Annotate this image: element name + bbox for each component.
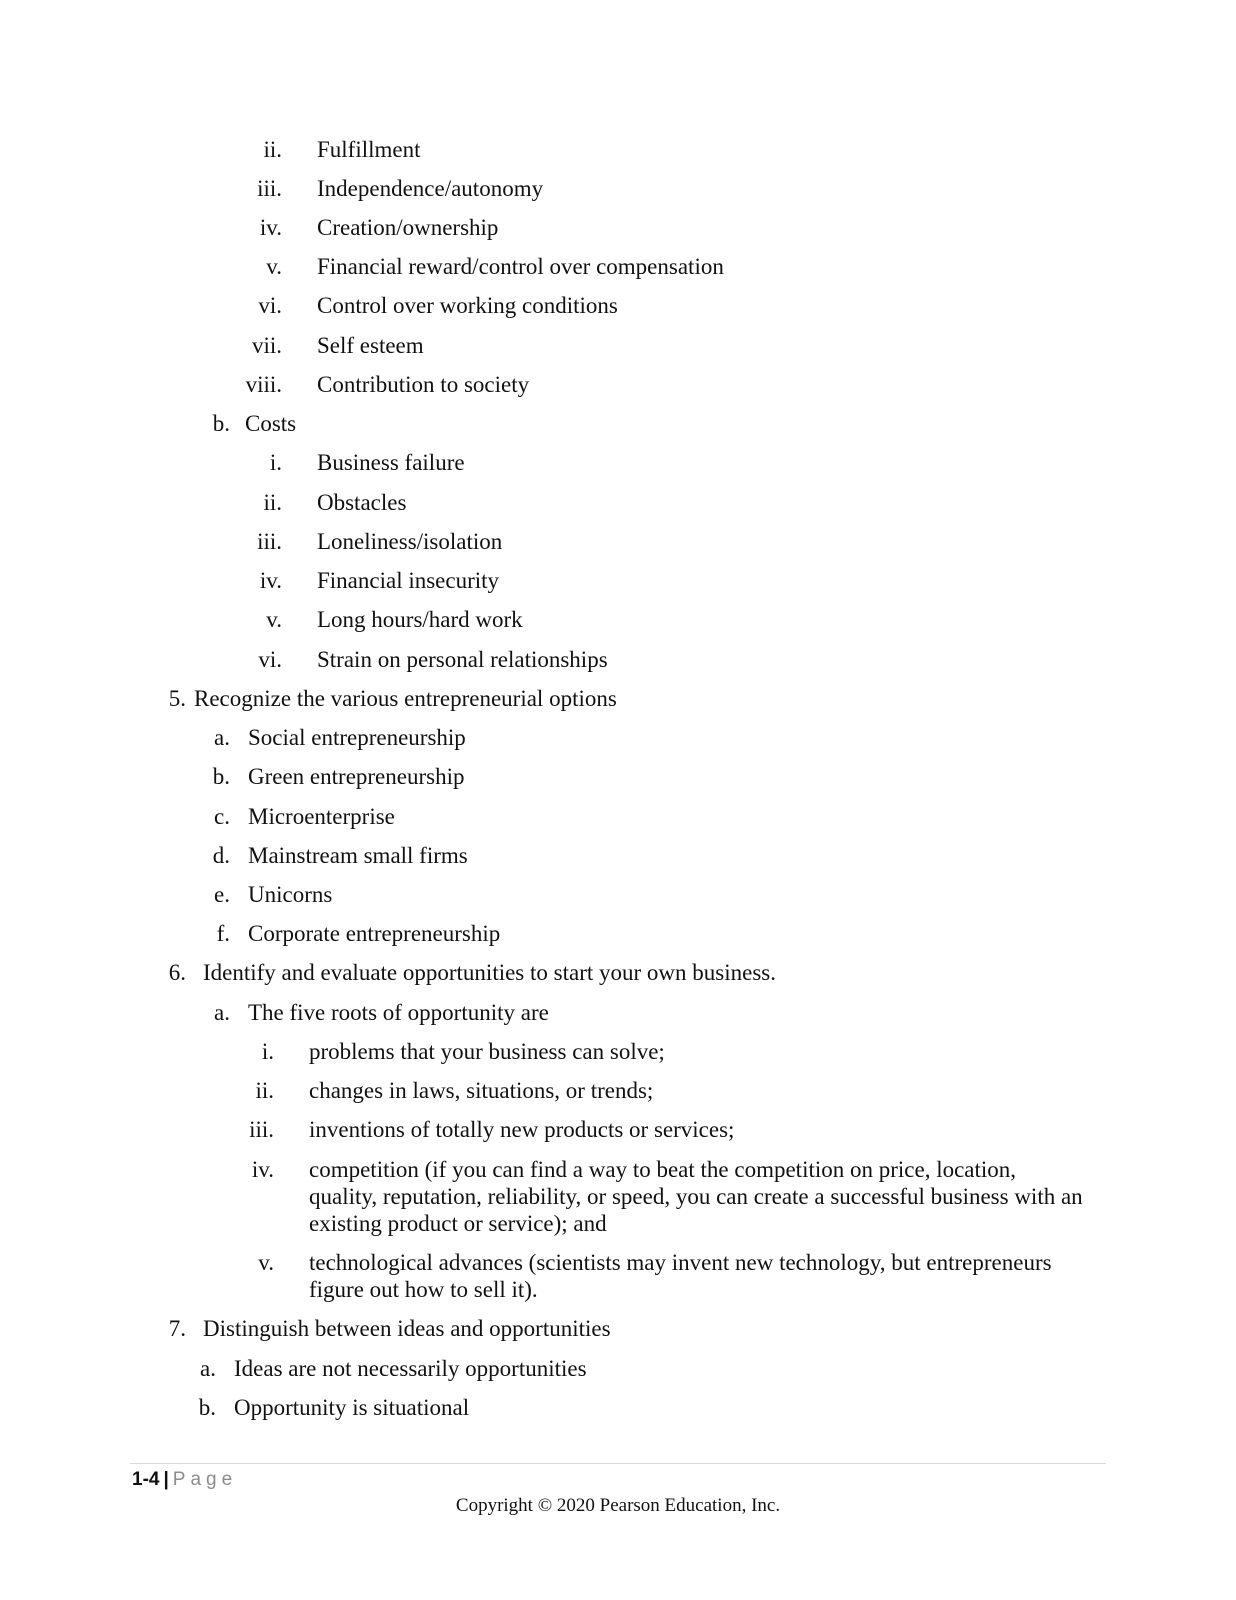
list-item-text: The five roots of opportunity are xyxy=(248,1000,549,1025)
list-item-text: Recognize the various entrepreneurial options xyxy=(194,686,617,711)
list-marker: b. xyxy=(212,764,230,789)
list-marker: v. xyxy=(266,607,282,632)
list-item-text: Unicorns xyxy=(248,882,333,907)
list-marker: f. xyxy=(216,921,230,946)
page-label: Page xyxy=(172,1469,238,1490)
list-item-text: Identify and evaluate opportunities to start your own business. xyxy=(203,960,776,985)
list-marker: iii. xyxy=(257,529,282,554)
list-item-text: Creation/ownership xyxy=(317,215,499,240)
list-marker: iv. xyxy=(251,1157,274,1182)
list-marker: 7. xyxy=(168,1316,186,1341)
list-item-text: Costs xyxy=(245,411,297,436)
list-marker: a. xyxy=(214,725,230,750)
list-item-text: Contribution to society xyxy=(317,372,530,397)
list-marker: iv. xyxy=(259,568,282,593)
list-item-text: Independence/autonomy xyxy=(317,176,544,201)
list-item-text: inventions of totally new products or services; xyxy=(309,1117,735,1142)
list-item-text: Green entrepreneurship xyxy=(248,764,465,789)
list-marker: e. xyxy=(214,882,230,907)
list-marker: d. xyxy=(212,843,230,868)
list-item-text: Self esteem xyxy=(317,333,424,358)
list-marker: viii. xyxy=(245,372,282,397)
list-item-text: Business failure xyxy=(317,450,465,475)
list-marker: iii. xyxy=(249,1117,274,1142)
list-item-text: competition (if you can find a way to beat the competition on price, location, quality, reputation, reliability, or speed, you can create a successful business with an existing product or service); and xyxy=(309,1157,1083,1236)
list-item-text: technological advances (scientists may invent new technology, but entrepreneurs figure out how to sell it). xyxy=(309,1250,1052,1302)
list-marker: a. xyxy=(200,1356,216,1381)
page-number xyxy=(132,1468,237,1492)
list-item-text: Corporate entrepreneurship xyxy=(248,921,501,946)
list-marker: vii. xyxy=(251,333,282,358)
list-marker: iv. xyxy=(259,215,282,240)
list-item-text: Loneliness/isolation xyxy=(317,529,503,554)
list-item-text: Long hours/hard work xyxy=(317,607,523,632)
list-item-text: problems that your business can solve; xyxy=(309,1039,665,1064)
list-item-text: Financial reward/control over compensation xyxy=(317,254,724,279)
list-marker: ii. xyxy=(255,1078,274,1103)
list-marker: vi. xyxy=(258,647,282,672)
list-item-text: Fulfillment xyxy=(317,137,421,162)
list-item-text: Microenterprise xyxy=(248,804,395,829)
list-marker: i. xyxy=(269,450,282,475)
footer-divider xyxy=(130,1463,1106,1464)
list-item-text: Social entrepreneurship xyxy=(248,725,466,750)
list-item-text: Distinguish between ideas and opportunities xyxy=(203,1316,611,1341)
list-item-text: Financial insecurity xyxy=(317,568,500,593)
list-marker: b. xyxy=(198,1395,216,1420)
list-marker: iii. xyxy=(257,176,282,201)
copyright-notice: Copyright © 2020 Pearson Education, Inc. xyxy=(455,1495,781,1516)
list-item-text: Strain on personal relationships xyxy=(317,647,608,672)
list-marker: c. xyxy=(214,804,230,829)
page-number-separator: | xyxy=(163,1469,169,1490)
list-marker: v. xyxy=(266,254,282,279)
list-marker: b. xyxy=(212,411,230,436)
list-marker: v. xyxy=(258,1250,274,1275)
list-marker: 5. xyxy=(168,686,186,711)
list-item-text: Opportunity is situational xyxy=(234,1395,470,1420)
list-marker: i. xyxy=(261,1039,274,1064)
list-marker: ii. xyxy=(263,490,282,515)
list-item-text: Ideas are not necessarily opportunities xyxy=(234,1356,587,1381)
list-item-text: Mainstream small firms xyxy=(248,843,468,868)
list-item-text: Control over working conditions xyxy=(317,293,618,318)
list-marker: 6. xyxy=(168,960,186,985)
list-marker: a. xyxy=(214,1000,230,1025)
list-marker: vi. xyxy=(258,293,282,318)
page-number-value: 1-4 xyxy=(132,1469,160,1490)
list-item-text: changes in laws, situations, or trends; xyxy=(309,1078,654,1103)
list-marker: ii. xyxy=(263,137,282,162)
list-item-text: Obstacles xyxy=(317,490,407,515)
